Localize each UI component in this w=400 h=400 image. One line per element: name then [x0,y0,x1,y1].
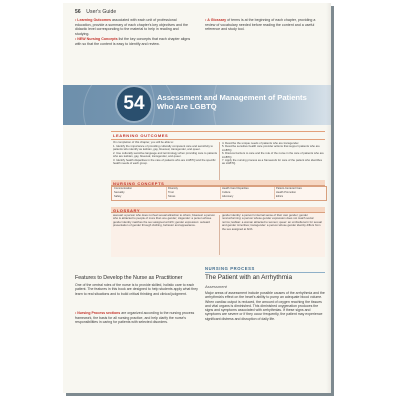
concept-cell: Health Care Disparities [221,187,275,191]
glossary-col-2: gender identity: a person's internal sense of their own gender; gender nonconforming: a person whose gender expression does not match social norms; lesbian: a woman attracted to women; queer: an umbrella term for sexual and gender minorities; transgender: a person whose gender identity differs from the sex assigned at birth. [222,214,322,231]
concept-cell: Advocacy [221,195,275,199]
chapter-banner [63,85,331,125]
concept-cell: Trust [167,191,221,195]
bullet-text: are organized according to the nursing process framework, the basis for all nursing practice, and help clarify the nurse's responsibilities in caring for patients with selected disorders. [75,311,195,324]
bullet-lead: NEW Nursing Concepts [77,37,118,42]
bullet-dot: • [75,311,77,315]
chapter-title: Assessment and Management of Patients Who Are LGBTQ [157,93,307,111]
concept-cell: Sexuality [113,191,167,195]
outcome-item: 4. Describe the unique needs of patients who are transgender. [222,141,300,145]
outcome-item: 6. Discuss barriers to care and the role of the nurse in the care of patients who are LGBTQ. [222,151,324,159]
bullet-text: associated with each unit of professional education, provide a summary of each chapter's key objectives and the didactic level corresponding to the material to help in reading and studying. [75,18,188,36]
concept-cell: Health Promotion [276,191,297,194]
learning-outcomes-right [222,142,324,166]
divider [205,272,325,273]
learning-outcomes-label: LEARNING OUTCOMES [113,133,169,138]
nursing-concepts-grid [111,186,327,201]
bullet-lead: A Glossary [207,18,227,22]
nursing-process-title: The Patient with an Arrhythmia [205,274,293,281]
divider [111,131,325,132]
book-page [63,3,331,393]
nursing-process-label: NURSING PROCESS [205,266,255,271]
learning-outcomes-left [113,145,217,165]
page-number: 56 [75,9,81,15]
top-bullets-left [75,18,193,47]
outcome-item: 5. Describe sensitive health care provider actions that support patients who are LGBTQ. [222,144,320,152]
outcome-item: 1. Identify the importance of providing culturally competent care and sensitivity to patients who identify as lesbian, gay, bisexual, transgender, and queer. [113,144,213,152]
bullet-dot: • [75,18,77,22]
page-header [75,9,116,15]
bullet-dot: • [205,18,207,22]
nursing-process-subtitle: Assessment [205,284,227,289]
concept-cell: Stress [167,195,221,199]
concept-cell: Diversity [167,187,221,191]
outcome-item: 2. Use culturally sensitive language and terminology when providing care to patients who are lesbian, gay, bisexual, transgender, and queer. [113,150,218,159]
outcome-item: 3. Identify health disparities in the care of patients who are LGBTQ and the specific health needs of each group. [113,157,216,166]
concept-cell: Communication [113,187,167,191]
concept-cell: Patient-Centered Care [276,187,302,190]
outcome-item: 7. Apply the nursing process as a framework for care of the patient who identifies as LGBTQ. [222,158,322,166]
page-edge [326,3,331,393]
concept-cell: Ethics [276,195,284,198]
bullet-lead: Nursing Process sections [77,311,121,315]
nursing-process-body: Major areas of assessment include possible causes of the arrhythmia and the arrhythmia's effect on the heart's ability to pump an adequate blood volume. When cardiac output is reduced, the amount of oxygen reaching the tissues and vital organs is diminished. This diminished oxygenation produces the signs and symptoms associated with arrhythmias. If these signs and symptoms are severe or if they occur frequently, the patient may experience significant distress and disruption of daily life. [205,291,325,321]
chapter-number: 54 [117,87,151,121]
bullet-lead: Learning Outcomes [77,18,112,22]
bullet-nursing-concepts [75,37,193,46]
glossary-label: GLOSSARY [113,207,141,213]
glossary-col-1: asexual: a person who does not feel sexual attraction to others; bisexual: a person who is attracted to people of more than one gender; cisgender: a person whose gender identity matches the sex assigned at birth; gender expression: outward presentation of gender through clothing, behavior and appearance. [113,214,215,228]
concept-cell: Safety [113,195,167,199]
column-divider [219,215,220,255]
bullet-dot: • [75,37,77,42]
features-heading: Features to Develop the Nurse as Practitioner [75,275,183,281]
learning-outcomes-intro: On completion of this chapter, you will be able to: [113,140,174,144]
bullet-glossary [205,18,321,32]
features-bullet [75,311,199,324]
running-title: User's Guide [86,9,117,15]
bullet-learning-outcomes [75,18,193,36]
column-divider [219,142,220,180]
bullet-text: of terms is at the beginning of each chapter, providing a review of vocabulary needed before reading the content and a useful reference and study tool. [205,18,316,32]
concept-cell: Culture [221,191,275,195]
nursing-concepts-label: NURSING CONCEPTS [113,180,165,186]
bullet-text: list the key concepts that each chapter aligns with so that the content is easy to identify and review. [75,37,191,46]
features-intro: One of the central roles of the nurse is to provide skilled, holistic care to each patient. The features in this book are designed to help students apply what they learn to real situations and to build critical thinking and clinical judgment. [75,283,198,296]
top-bullets-right [205,18,321,32]
